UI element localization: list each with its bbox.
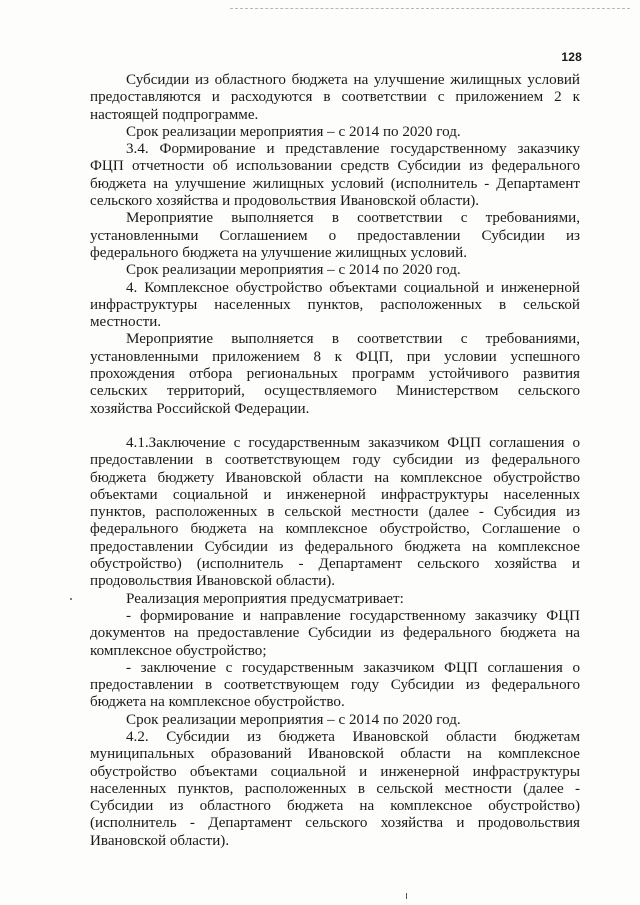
paragraph: Срок реализации мероприятия – с 2014 по 2020 год. [126, 262, 461, 279]
paragraph: - формирование и направление государственному заказчику ФЦП документов на предоставление Субсидии из федерального бюджета на комплексное обустройство; [90, 607, 580, 659]
paragraph: Срок реализации мероприятия – с 2014 по 2020 год. [126, 123, 461, 140]
paragraph: Реализация мероприятия предусматривает: [126, 590, 404, 607]
document-body [90, 72, 580, 850]
page-number: 128 [561, 50, 582, 64]
paragraph: 3.4. Формирование и представление государственному заказчику ФЦП отчетности об использовании средств Субсидии из федерального бюджета на улучшение жилищных условий (исполнитель - Департамент сельского хозяйства и продовольствия Ивановской области). [90, 141, 580, 210]
scan-speck [70, 598, 72, 600]
scan-speck [406, 893, 407, 899]
paragraph: - заключение с государственным заказчиком ФЦП соглашения о предоставлении в соответствующем году Субсидии из федерального бюджета на комплексное обустройство. [90, 659, 580, 711]
paragraph: Мероприятие выполняется в соответствии с требованиями, установленными Соглашением о предоставлении Субсидии из федерального бюджета на улучшение жилищных условий. [90, 210, 580, 261]
paragraph: 4.2. Субсидии из бюджета Ивановской области бюджетам муниципальных образований Ивановской области на комплексное обустройство объектами социальной и инженерной инфраструктуры населенных пунктов, расположенных в сельской местности (далее - Субсидии из областного бюджета на комплексное обустройство) (исполнитель - Департамент сельского хозяйства и продовольствия Ивановской области). [90, 728, 580, 849]
paragraph: 4. Комплексное обустройство объектами социальной и инженерной инфраструктуры населенных пунктов, расположенных в сельской местности. [90, 279, 580, 331]
paragraph: Срок реализации мероприятия – с 2014 по 2020 год. [126, 711, 461, 728]
scan-artifact-line [230, 8, 630, 9]
paragraph: 4.1.Заключение с государственным заказчиком ФЦП соглашения о предоставлении в соответствующем году субсидии из федерального бюджета бюджету Ивановской области на комплексное обустройство объектами социальной и инженерной инфраструктуры населенных пунктов, расположенных в сельской местности (далее - Субсидия из федерального бюджета на комплексное обустройство, Соглашение о предоставлении Субсидии из федерального бюджета на комплексное обустройство) (исполнитель - Департамент сельского хозяйства и продовольствия Ивановской области). [90, 434, 580, 590]
paragraph: Мероприятие выполняется в соответствии с требованиями, установленными приложением 8 к ФЦП, при условии успешного прохождения отбора региональных программ устойчивого развития сельских территорий, осуществляемого Министерством сельского хозяйства Российской Федерации. [90, 331, 580, 417]
paragraph: Субсидии из областного бюджета на улучшение жилищных условий предоставляются и расходуются в соответствии с приложением 2 к настоящей подпрограмме. [90, 72, 580, 123]
